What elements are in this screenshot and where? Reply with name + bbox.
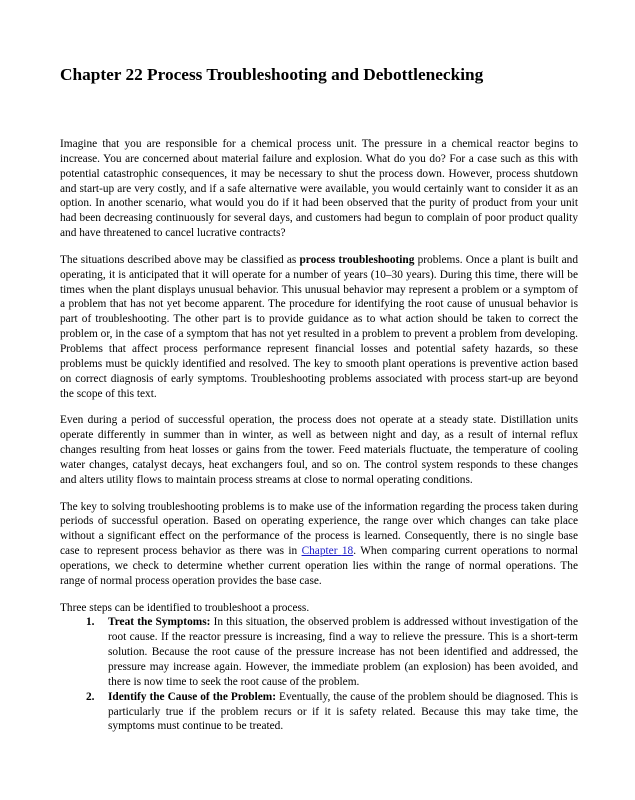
step-number: 2. [86,690,95,703]
paragraph-text: problems. Once a plant is built and operating, it is anticipated that it will operate for a number of years (10–30 years). During this time, there will be times when the plant displays unusual behavior. This unusual behavior may represent a problem or a symptom of a problem that has not yet become apparent. The procedure for identifying the root cause of unusual behavior is part of troubleshooting. The other part is to provide guidance as to what action should be taken to correct the problem or, in the case of a symptom that has not yet resulted in a problem to prevent a problem from developing. Problems that affect process performance represent financial losses and potential safety hazards, so these problems must be quickly identified and resolved. The key to smooth plant operations is preventive action based on correct diagnosis of early symptoms. Troubleshooting problems associated with process start-up are beyond the scope of this text. [60,253,578,400]
paragraph-intro-scenario: Imagine that you are responsible for a chemical process unit. The pressure in a chemical reactor begins to increase. You are concerned about material failure and explosion. What do you do? For a case such as this with potential catastrophic consequences, it may be necessary to shut the process down. However, process shutdown and start-up are very costly, and if a safe alternative were available, you would certainly want to consider it as an option. In another scenario, what would you do if it had been observed that the purity of product from your unit had been decreasing continuously for several days, and customers had begun to complain of poor product quality and have threatened to cancel lucrative contracts? [60,138,578,240]
link-text-chapter: Chapter [301,545,338,558]
paragraph-text: . When comparing current operations to normal operations, we check to determine whether current operation lies within the range of normal operations. The range of normal process operation provides the base case. [60,545,578,587]
chapter-18-link[interactable] [302,545,354,557]
list-item-treat-symptoms [60,615,578,689]
paragraph-steps-intro: Three steps can be identified to troubleshoot a process. [60,601,310,614]
paragraph-text: The situations described above may be classified as [60,253,300,266]
step-number: 1. [86,616,95,629]
paragraph-troubleshooting-definition [60,253,578,401]
step-text: In this situation, the observed problem is addressed without investigation of the root cause. If the reactor pressure is increasing, find a way to relieve the pressure. This is a short-term solution. Because the root cause of the pressure increase has not been identified and addressed, the pressure may increase again. However, the immediate problem (an explosion) has been avoided, and there is now time to seek the root cause of the problem. [108,616,578,688]
paragraph-text: The key to solving troubleshooting problems is to make use of the information regarding the process taken during periods of successful operation. Based on operating experience, the range over which changes can take place without a significant effect on the performance of the process is learned. Consequently, there is no single base case to represent process behavior as there was in [60,500,578,558]
chapter-title: Chapter 22 Process Troubleshooting and Debottlenecking [60,65,484,84]
troubleshooting-steps-list [60,615,578,734]
chapter-body [60,137,578,734]
step-title: Identify the Cause of the Problem: [108,690,277,703]
paragraph-base-case [60,500,578,589]
step-title: Treat the Symptoms: [108,616,211,629]
key-term-process-troubleshooting: process troubleshooting [299,253,415,266]
paragraph-steady-state: Even during a period of successful operation, the process does not operate at a steady state. Distillation units operate differently in summer than in winter, as well as between night and day, as a result of internal reflux changes resulting from heat losses or gains from the tower. Feed materials fluctuate, the temperature of cooling water changes, catalyst decays, heat exchangers foul, and so on. The control system responds to these changes and alters utility flows to maintain process streams at close to normal operating conditions. [60,414,578,486]
list-item-identify-cause [60,690,578,735]
link-text-number: 18 [341,545,354,558]
step-text: Eventually, the cause of the problem should be diagnosed. This is particularly true if the problem recurs or if it is safety related. Because this may take time, the symptoms must continue to be treated. [108,690,578,733]
